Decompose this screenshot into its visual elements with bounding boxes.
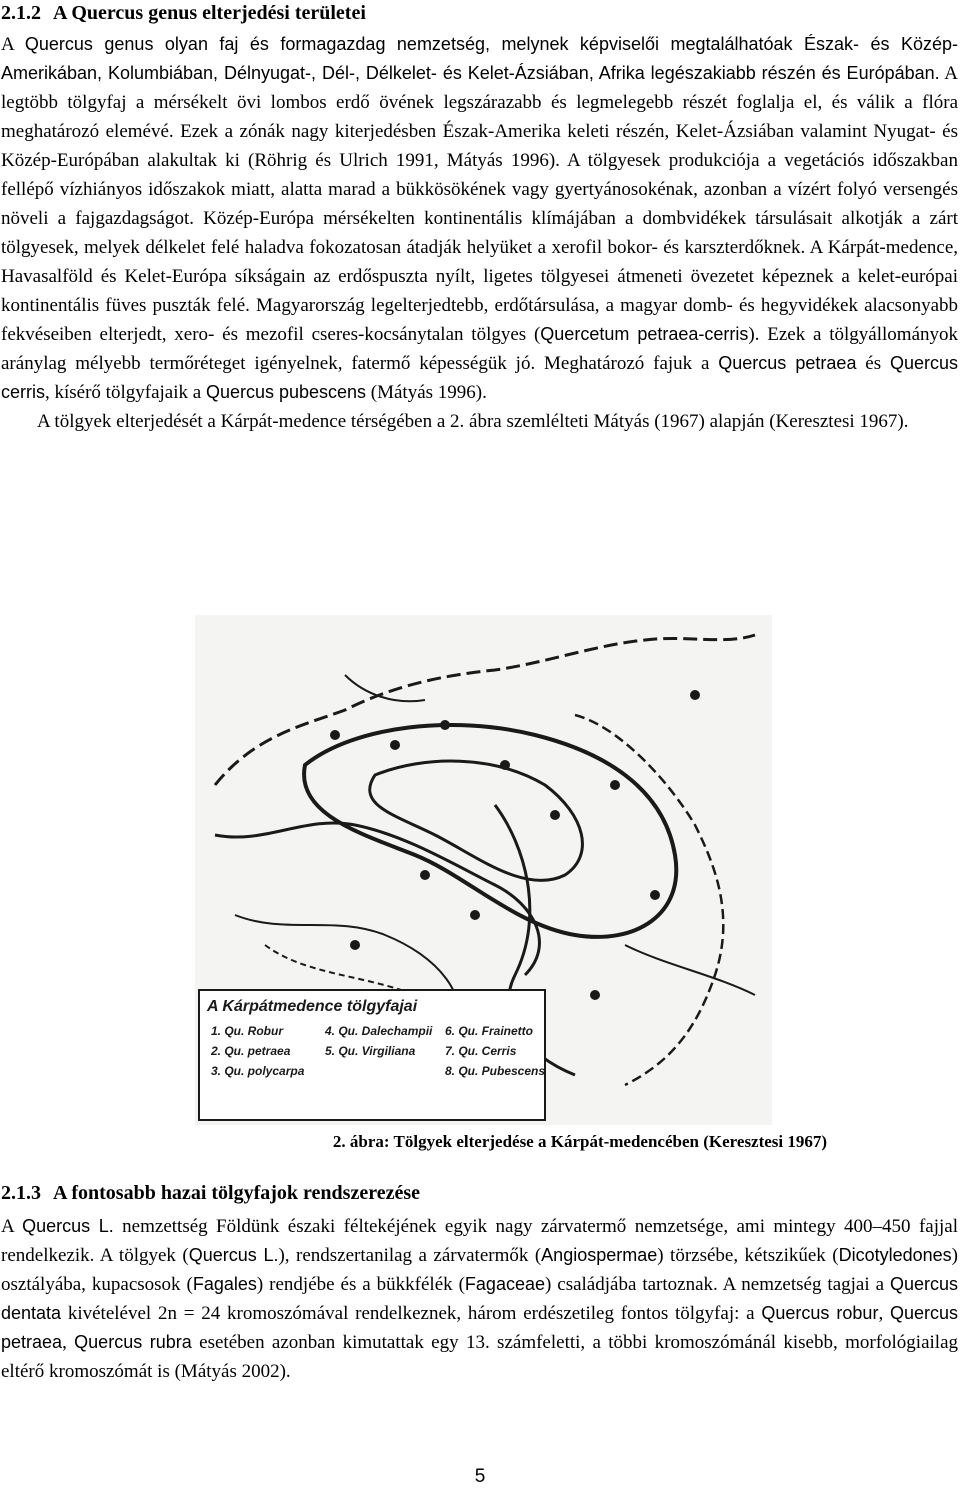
legend-item: 6. Qu. Frainetto (445, 1024, 534, 1038)
text-run: Dicotyledones (838, 1245, 952, 1265)
figure-caption (0, 1131, 960, 1153)
site-marker (650, 890, 660, 900)
text-run: ), rendszertanilag a zárvatermők ( (278, 1245, 542, 1266)
text-run: A legtöbb tölgyfaj a mérsékelt övi lombos erdő övének legszárazabb és legmelegebb részét foglalja el, és válik a flóra meghatározó elemévé. Ezek a zónák nagy kiterjedésben Észak-Amerika keleti részén, Kelet-Ázsiában valamint Nyugat- és Közép-Európában alakultak ki (Röhrig és Ulrich 1991, Mátyás 1996). A tölgyesek produkciója a vegetációs időszakban fellépő vízhiányos időszakok miatt, alatta marad a bükkösökének vagy gyertyánosokénak, azonban a vízért folyó versengés növeli a fajgazdagságot. Közép-Európa mérsékelten kontinentális klímájában a dombvidékek társulásait alkotják a zárt tölgyesek, melyek délkelet felé haladva fokozatosan átadják helyüket a xerofil bokor- és karszterdőknek. A Kárpát-medence, Havasalföld és Kelet-Európa síkságain az erdőspuszta nyílt, ligetes tölgyesei átmeneti övezetet képeznek a kelet-európai kontinentális füves puszták felé. Magyarország legelterjedtebb, erdőtársulása, a magyar domb- és hegyvidékek alacsonyabb fekvéseiben elterjedt, xero- és mezofil cseres-kocsánytalan tölgyes ( (1, 63, 958, 345)
text-run: ) osztályába, kupacsosok ( (1, 1245, 958, 1295)
legend-item: 2. Qu. petraea (211, 1044, 291, 1058)
text-run: , kísérő tölgyfajaik a (45, 382, 206, 403)
site-marker (590, 990, 600, 1000)
section-number: 2.1.2 (1, 2, 41, 24)
site-marker (420, 870, 430, 880)
legend-item: 5. Qu. Virgiliana (325, 1044, 416, 1058)
text-run: A (1, 34, 25, 55)
text-run: ) rendjébe és a bükkfélék ( (256, 1274, 465, 1295)
text-run: és (856, 353, 890, 374)
section-heading (1, 0, 958, 26)
text-run: Angiospermae (541, 1245, 658, 1265)
site-marker (470, 910, 480, 920)
text-run: Quercus petraea (718, 353, 857, 373)
site-marker (350, 940, 360, 950)
text-run: A (1, 1216, 23, 1237)
site-marker (550, 810, 560, 820)
text-run: esetében azonban kimutattak egy 13. számfeletti, a többi kromoszómánál kisebb, morfológiailag eltérő kromoszómát is (Mátyás 2002). (1, 1332, 958, 1382)
text-run: Quercus petraea (1, 1303, 958, 1352)
text-run: nemzettség Földünk északi féltekéjének egyik nagy zárvatermő nemzetsége, ami mintegy 400–450 fajjal rendelkezik. A tölgyek ( (1, 1216, 958, 1266)
legend-item: 4. Qu. Dalechampii (325, 1024, 433, 1038)
text-run: Fagales (192, 1274, 257, 1294)
map-legend (199, 990, 545, 1120)
text-run: ). Ezek a tölgyállományok aránylag mélyebb termőréteget igényelnek, fatermő képességük jó. Meghatározó fajuk a (1, 324, 958, 374)
legend-item: 3. Qu. polycarpa (211, 1064, 305, 1078)
paragraph-taxonomy (1, 1212, 958, 1386)
site-marker (440, 720, 450, 730)
section-2-1-2 (1, 0, 958, 436)
text-run: Quercus cerris (1, 353, 958, 402)
section-2-1-3 (1, 1180, 958, 1386)
legend-item: 8. Qu. Pubescens (445, 1064, 546, 1078)
paragraph-figure-reference: A tölgyek elterjedését a Kárpát-medence térségében a 2. ábra szemlélteti Mátyás (1967) alapján (Keresztesi 1967). (37, 411, 909, 432)
text-run: Quercus dentata (1, 1274, 958, 1323)
map-title: A Kárpátmedence tölgyfajai (207, 998, 418, 1015)
figure-caption-text: 2. ábra: Tölgyek elterjedése a Kárpát-medencében (Keresztesi 1967) (332, 1132, 828, 1151)
text-run: ) törzsébe, kétszikűek ( (657, 1245, 839, 1266)
text-run: , (62, 1332, 75, 1353)
text-run: Quercus rubra (74, 1332, 192, 1352)
text-run: , (878, 1303, 890, 1324)
text-run: Quercus L. (22, 1216, 114, 1236)
site-marker (390, 740, 400, 750)
figure-map (195, 615, 772, 1125)
text-run: Quercetum petraea-cerris (540, 324, 749, 344)
legend-item: 1. Qu. Robur (211, 1024, 283, 1038)
page-number: 5 (474, 1466, 486, 1487)
site-marker (610, 780, 620, 790)
section-number: 2.1.3 (1, 1182, 41, 1204)
paragraph-distribution (1, 30, 958, 407)
site-marker (690, 690, 700, 700)
section-heading (1, 1180, 958, 1206)
legend-item: 7. Qu. Cerris (445, 1044, 517, 1058)
section-title: A fontosabb hazai tölgyfajok rendszerezése (53, 1182, 421, 1204)
section-title: A Quercus genus elterjedési területei (53, 2, 366, 24)
text-run: (Mátyás 1996). (366, 382, 487, 403)
text-run: kivételével 2n = 24 kromoszómával rendelkeznek, három erdészetileg fontos tölgyfaj: a (61, 1303, 762, 1324)
text-run: Quercus L. (188, 1245, 279, 1265)
site-marker (330, 730, 340, 740)
site-marker (500, 760, 510, 770)
carpathian-basin-oak-map (195, 615, 772, 1125)
text-run: Quercus pubescens (205, 382, 367, 402)
text-run: ) családjába tartoznak. A nemzetség tagjai a (544, 1274, 890, 1295)
text-run: Quercus genus olyan faj és formagazdag nemzetség, melynek képviselői megtalálhatóak Észak- és Közép-Amerikában, Kolumbiában, Délnyugat-, Dél-, Délkelet- és Kelet-Ázsiában, Afrika legészakiabb részén és Európában. (1, 34, 958, 83)
text-run: Quercus robur (761, 1303, 879, 1323)
text-run: Fagaceae (464, 1274, 545, 1294)
